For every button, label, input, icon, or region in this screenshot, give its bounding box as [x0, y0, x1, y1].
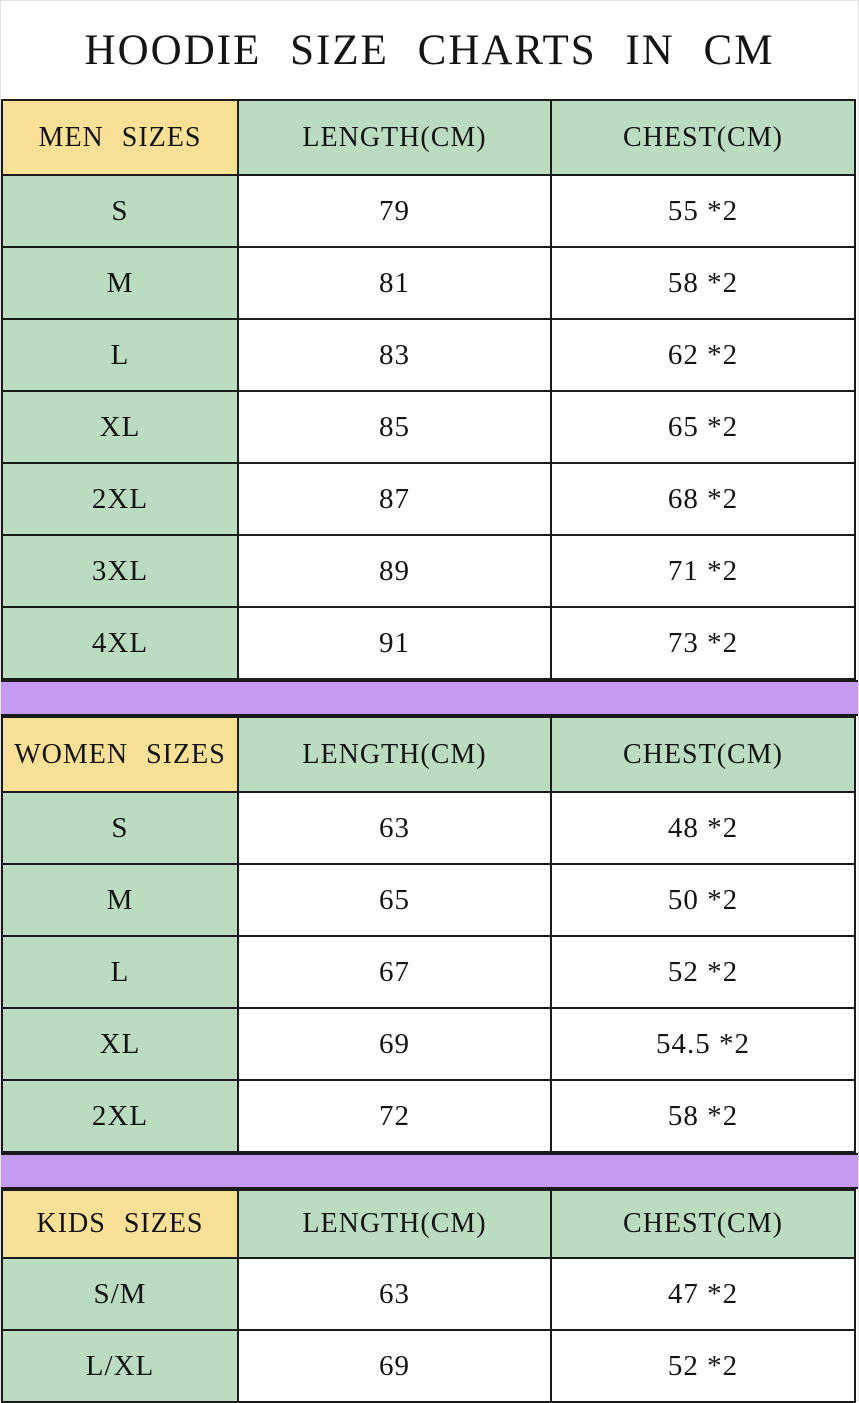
- size-label-cell: 2XL: [2, 1080, 238, 1152]
- header-row: [2, 100, 855, 175]
- size-row: [2, 175, 855, 247]
- size-row: [2, 1080, 855, 1152]
- length-value-cell: 72: [238, 1080, 551, 1152]
- column-header-length: LENGTH(CM): [238, 1190, 551, 1258]
- size-row: [2, 607, 855, 679]
- size-label-cell: S/M: [2, 1258, 238, 1330]
- length-value-cell: 87: [238, 463, 551, 535]
- chest-value-cell: 52 *2: [551, 1330, 855, 1402]
- chest-value-cell: 62 *2: [551, 319, 855, 391]
- column-header-sizes: KIDS SIZES: [2, 1190, 238, 1258]
- size-label-cell: L/XL: [2, 1330, 238, 1402]
- chest-value-cell: 50 *2: [551, 864, 855, 936]
- size-label-cell: XL: [2, 1008, 238, 1080]
- size-row: [2, 1330, 855, 1402]
- kids-size-table: [1, 1189, 856, 1403]
- size-row: [2, 391, 855, 463]
- length-value-cell: 85: [238, 391, 551, 463]
- chest-value-cell: 71 *2: [551, 535, 855, 607]
- size-label-cell: S: [2, 175, 238, 247]
- size-label-cell: L: [2, 319, 238, 391]
- chest-value-cell: 73 *2: [551, 607, 855, 679]
- length-value-cell: 63: [238, 1258, 551, 1330]
- size-label-cell: 4XL: [2, 607, 238, 679]
- men-table-body: [2, 175, 855, 679]
- size-row: [2, 936, 855, 1008]
- chest-value-cell: 55 *2: [551, 175, 855, 247]
- size-row: [2, 1008, 855, 1080]
- length-value-cell: 91: [238, 607, 551, 679]
- size-label-cell: M: [2, 864, 238, 936]
- column-header-length: LENGTH(CM): [238, 100, 551, 175]
- men-size-table: [1, 99, 856, 680]
- chest-value-cell: 52 *2: [551, 936, 855, 1008]
- length-value-cell: 65: [238, 864, 551, 936]
- size-row: [2, 463, 855, 535]
- chest-value-cell: 58 *2: [551, 247, 855, 319]
- men-table-header: [2, 100, 855, 175]
- length-value-cell: 83: [238, 319, 551, 391]
- kids-table-header: [2, 1190, 855, 1258]
- chest-value-cell: 47 *2: [551, 1258, 855, 1330]
- kids-table-body: [2, 1258, 855, 1402]
- size-label-cell: XL: [2, 391, 238, 463]
- length-value-cell: 79: [238, 175, 551, 247]
- chest-value-cell: 58 *2: [551, 1080, 855, 1152]
- header-row: [2, 717, 855, 792]
- section-divider: [1, 1153, 858, 1189]
- chest-value-cell: 68 *2: [551, 463, 855, 535]
- length-value-cell: 63: [238, 792, 551, 864]
- chest-value-cell: 65 *2: [551, 391, 855, 463]
- size-row: [2, 1258, 855, 1330]
- column-header-length: LENGTH(CM): [238, 717, 551, 792]
- title-band: [1, 1, 858, 99]
- size-label-cell: M: [2, 247, 238, 319]
- section-divider: [1, 680, 858, 716]
- size-row: [2, 535, 855, 607]
- length-value-cell: 67: [238, 936, 551, 1008]
- size-label-cell: 3XL: [2, 535, 238, 607]
- size-label-cell: S: [2, 792, 238, 864]
- column-header-sizes: MEN SIZES: [2, 100, 238, 175]
- column-header-chest: CHEST(CM): [551, 717, 855, 792]
- size-row: [2, 319, 855, 391]
- column-header-chest: CHEST(CM): [551, 1190, 855, 1258]
- length-value-cell: 81: [238, 247, 551, 319]
- length-value-cell: 89: [238, 535, 551, 607]
- women-size-table: [1, 716, 856, 1153]
- column-header-sizes: WOMEN SIZES: [2, 717, 238, 792]
- column-header-chest: CHEST(CM): [551, 100, 855, 175]
- size-row: [2, 792, 855, 864]
- size-row: [2, 864, 855, 936]
- chest-value-cell: 48 *2: [551, 792, 855, 864]
- size-label-cell: 2XL: [2, 463, 238, 535]
- length-value-cell: 69: [238, 1008, 551, 1080]
- header-row: [2, 1190, 855, 1258]
- chest-value-cell: 54.5 *2: [551, 1008, 855, 1080]
- women-table-header: [2, 717, 855, 792]
- size-row: [2, 247, 855, 319]
- size-label-cell: L: [2, 936, 238, 1008]
- women-table-body: [2, 792, 855, 1152]
- length-value-cell: 69: [238, 1330, 551, 1402]
- page-title: HOODIE SIZE CHARTS IN CM: [84, 26, 775, 74]
